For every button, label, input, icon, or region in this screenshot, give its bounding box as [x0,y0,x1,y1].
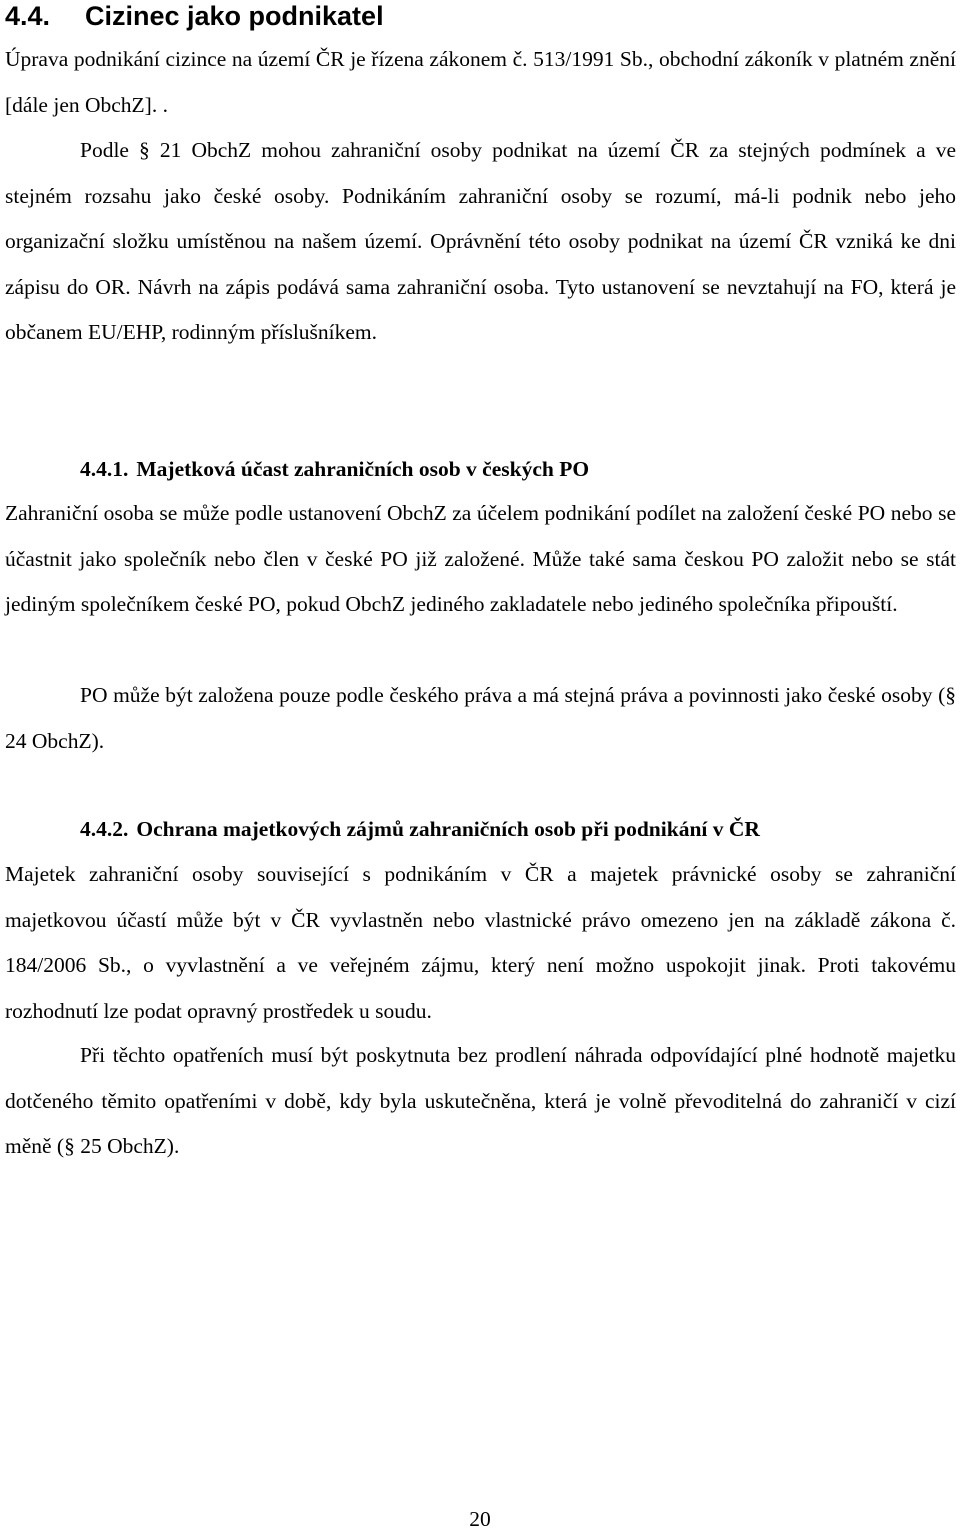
body-paragraph: Při těchto opatřeních musí být poskytnuta bez prodlení náhrada odpovídající plné hodnotě majetku dotčeného těmito opatřeními v době, kdy byla uskutečněna, která je volně převoditelná do zahraničí v cizí měně (§ 25 ObchZ). [5,1043,956,1158]
subsection-number: 4.4.1. [80,457,129,481]
body-paragraph: Zahraniční osoba se může podle ustanovení ObchZ za účelem podnikání podílet na založení české PO nebo se účastnit jako společník nebo člen v české PO již založené. Může také sama českou PO založit nebo se stát jediným společníkem české PO, pokud ObchZ jediného zakladatele nebo jediného společníka připouští. [5,501,956,616]
subsection-heading [80,455,589,483]
subsection-number: 4.4.2. [80,817,129,841]
section-heading [5,0,384,32]
subsection-title: Ochrana majetkových zájmů zahraničních osob při podnikání v ČR [136,817,760,841]
body-paragraph: Podle § 21 ObchZ mohou zahraniční osoby podnikat na území ČR za stejných podmínek a ve stejném rozsahu jako české osoby. Podnikáním zahraniční osoby se rozumí, má-li podnik nebo jeho organizační složku umístěnou na našem území. Oprávnění této osoby podnikat na území ČR vzniká ke dni zápisu do OR. Návrh na zápis podává sama zahraniční osoba. Tyto ustanovení se nevztahují na FO, která je občanem EU/EHP, rodinným příslušníkem. [5,138,956,344]
page-number: 20 [469,1507,491,1531]
subsection-title: Majetková účast zahraničních osob v českých PO [136,457,590,481]
section-title: Cizinec jako podnikatel [85,1,384,31]
subsection-heading [80,815,760,843]
body-paragraph: PO může být založena pouze podle českého práva a má stejná práva a povinnosti jako české osoby (§ 24 ObchZ). [5,683,956,753]
body-paragraph: Majetek zahraniční osoby související s podnikáním v ČR a majetek právnické osoby se zahraniční majetkovou účastí může být v ČR vyvlastněn nebo vlastnické právo omezeno jen na základě zákona č. 184/2006 Sb., o vyvlastnění a ve veřejném zájmu, který není možno uspokojit jinak. Proti takovému rozhodnutí lze podat opravný prostředek u soudu. [5,862,956,1023]
intro-paragraph: Úprava podnikání cizince na území ČR je řízena zákonem č. 513/1991 Sb., obchodní zákoník v platném znění [dále jen ObchZ]. . [5,47,956,117]
section-number: 4.4. [5,1,51,31]
